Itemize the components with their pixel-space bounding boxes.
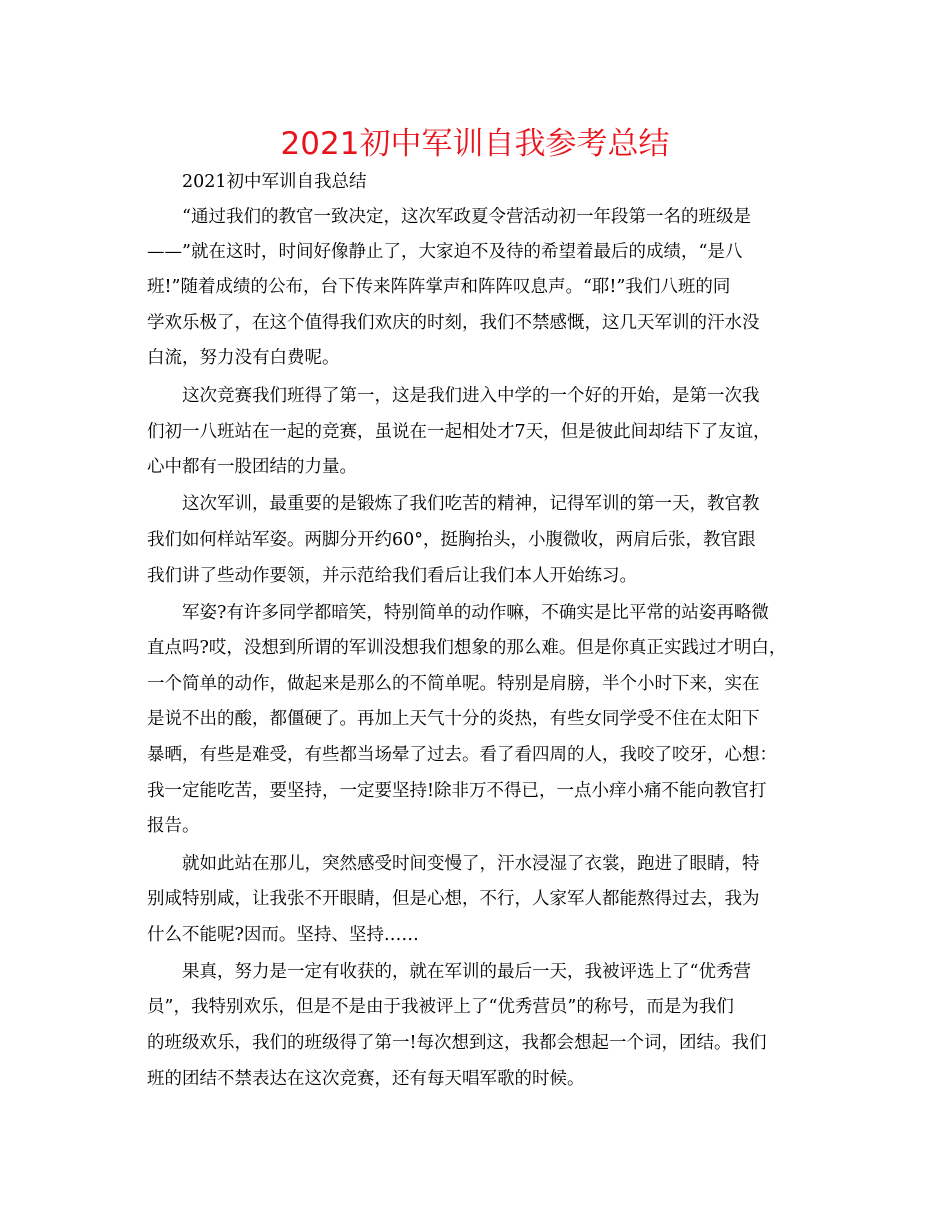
text-line: 什么不能呢?因而。坚持、坚持…… [147,925,419,945]
text-line: 班!”随着成绩的公布，台下传来阵阵掌声和阵阵叹息声。“耶!”我们八班的同 [147,277,731,297]
text-line: 白流，努力没有白费呢。 [147,348,340,368]
text-line: 的班级欢乐，我们的班级得了第一!每次想到这，我都会想起一个词，团结。我们 [147,1033,767,1053]
text-line: 是说不出的酸，都僵硬了。再加上天气十分的炎热，有些女同学受不住在太阳下 [147,709,760,729]
text-line: 学欢乐极了，在这个值得我们欢庆的时刻，我们不禁感慨，这几天军训的汗水没 [147,313,760,333]
text-line: 这次竞赛我们班得了第一，这是我们进入中学的一个好的开始，是第一次我 [182,386,760,406]
text-line: 就如此站在那儿，突然感受时间变慢了，汗水浸湿了衣裳，跑进了眼睛，特 [182,854,760,874]
text-line: 们初一八班站在一起的竞赛，虽说在一起相处才7天，但是彼此间却结下了友谊， [147,422,771,442]
text-line: “通过我们的教官一致决定，这次军政夏令营活动初一年段第一名的班级是 [182,207,751,227]
text-line: 员”，我特别欢乐，但是不是由于我被评上了“优秀营员”的称号，而是为我们 [147,997,734,1017]
text-line: 暴晒，有些是难受，有些都当场晕了过去。看了看四周的人，我咬了咬牙，心想： [147,745,777,765]
text-line: 别咸特别咸，让我张不开眼睛，但是心想，不行，人家军人都能熬得过去，我为 [147,889,760,909]
text-line: 果真，努力是一定有收获的，就在军训的最后一天，我被评选上了“优秀营 [182,962,751,982]
text-line: 班的团结不禁表达在这次竞赛，还有每天唱军歌的时候。 [147,1069,585,1089]
text-line: 我一定能吃苦，要坚持，一定要坚持!除非万不得已，一点小痒小痛不能向教官打 [147,781,767,801]
text-line: 我们如何样站军姿。两脚分开约60°，挺胸抬头，小腹微收，两肩后张，教官跟 [147,530,756,550]
text-line: 一个简单的动作，做起来是那么的不简单呢。特别是肩膀，半个小时下来，实在 [147,674,760,694]
text-line: 直点吗?哎，没想到所谓的军训没想我们想象的那么难。但是你真正实践过才明白， [147,638,787,658]
text-line: 军姿?有许多同学都暗笑，特别简单的动作嘛，不确实是比平常的站姿再略微 [182,603,769,623]
text-line: 心中都有一股团结的力量。 [147,457,357,477]
document-title: 2021初中军训自我参考总结 [280,126,670,162]
text-line: 报告。 [147,816,200,836]
subtitle-line: 2021初中军训自我总结 [182,172,367,192]
text-line: 这次军训，最重要的是锻炼了我们吃苦的精神，记得军训的第一天，教官教 [182,494,760,514]
text-line: 我们讲了些动作要领，并示范给我们看后让我们本人开始练习。 [147,566,637,586]
text-line: ——”就在这时，时间好像静止了，大家迫不及待的希望着最后的成绩，“是八 [147,242,743,262]
